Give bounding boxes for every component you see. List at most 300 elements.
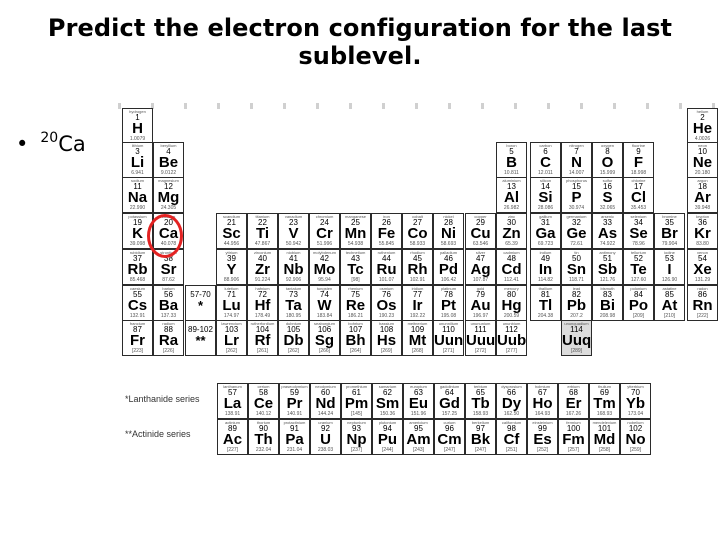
atomic-number: 20 xyxy=(164,218,173,227)
element-symbol-cell: Xe xyxy=(693,261,712,278)
element-symbol-cell: Cl xyxy=(631,189,646,206)
atomic-mass: 40.078 xyxy=(160,241,177,247)
element-cell xyxy=(465,383,496,419)
atomic-mass: [264] xyxy=(349,348,362,354)
element-name: fermium xyxy=(566,421,581,425)
element-symbol-cell: Uub xyxy=(497,332,527,349)
element-name: helium xyxy=(696,110,709,114)
element-name: indium xyxy=(539,251,552,255)
atomic-number: 97 xyxy=(476,424,485,433)
atomic-number: 52 xyxy=(634,254,643,263)
atomic-mass: 157.25 xyxy=(441,411,458,417)
atomic-number: 12 xyxy=(164,182,173,191)
element-symbol-cell: Cm xyxy=(437,431,462,448)
element-symbol-cell: Db xyxy=(283,332,304,349)
element-symbol-cell: Cr xyxy=(316,225,333,242)
element-symbol-cell: Uun xyxy=(434,332,464,349)
atomic-mass: 20.180 xyxy=(694,170,711,176)
element-symbol-cell: Ne xyxy=(692,154,713,171)
element-symbol-cell: Bh xyxy=(345,332,366,349)
element-name: selenium xyxy=(630,215,647,219)
element-name: cobalt xyxy=(412,215,423,219)
atomic-mass: [272] xyxy=(474,348,487,354)
element-symbol-cell: Lr xyxy=(224,332,239,349)
element-cell xyxy=(623,249,654,285)
element-name: technetium xyxy=(345,251,366,255)
element-name: molybdenum xyxy=(313,251,336,255)
element-name: copper xyxy=(474,215,487,219)
element-name: francium xyxy=(129,322,146,326)
atomic-number: 90 xyxy=(259,424,268,433)
atomic-mass: [261] xyxy=(256,348,269,354)
element-symbol-cell: In xyxy=(538,261,553,278)
atomic-mass: 178.49 xyxy=(254,313,271,319)
atomic-mass: 192.22 xyxy=(409,313,426,319)
element-cell xyxy=(403,419,434,455)
atomic-mass: 79.904 xyxy=(661,241,678,247)
element-name: zirconium xyxy=(253,251,272,255)
atomic-mass: 18.998 xyxy=(630,170,647,176)
atomic-mass: 54.938 xyxy=(347,241,364,247)
atomic-number: 8 xyxy=(605,147,610,156)
element-name: actinium xyxy=(225,421,240,425)
element-cell xyxy=(372,419,403,455)
element-cell xyxy=(592,177,623,213)
atomic-number: 28 xyxy=(444,218,453,227)
element-cell xyxy=(561,320,592,356)
atomic-number: 77 xyxy=(413,290,422,299)
atomic-mass: 238.03 xyxy=(317,447,334,453)
atomic-number: 82 xyxy=(572,290,581,299)
element-symbol-cell: Nb xyxy=(283,261,304,278)
element-name: titanium xyxy=(255,215,270,219)
element-cell xyxy=(310,419,341,455)
element-symbol-cell: Co xyxy=(407,225,428,242)
element-symbol-cell: Ga xyxy=(535,225,556,242)
atomic-number: 49 xyxy=(541,254,550,263)
atomic-number: 54 xyxy=(698,254,707,263)
atomic-mass: 87.62 xyxy=(162,277,175,283)
element-name: chromium xyxy=(315,215,334,219)
atomic-mass: 207.2 xyxy=(570,313,583,319)
element-name: tellurium xyxy=(630,251,647,255)
element-cell xyxy=(465,419,496,455)
atomic-mass: [145] xyxy=(350,411,363,417)
element-symbol-cell: Rb xyxy=(127,261,148,278)
element-cell xyxy=(496,142,527,178)
atomic-mass: [266] xyxy=(318,348,331,354)
atomic-mass: 140.12 xyxy=(255,411,272,417)
element-name: ununquadium xyxy=(564,322,589,326)
atomic-number: 108 xyxy=(379,325,394,334)
element-name: nickel xyxy=(443,215,454,219)
atomic-number: 112 xyxy=(505,325,518,334)
atomic-mass: 1.0079 xyxy=(129,136,146,142)
atomic-number: 104 xyxy=(255,325,270,334)
atomic-mass: 24.305 xyxy=(160,205,177,211)
element-name: vanadium xyxy=(284,215,303,219)
element-cell xyxy=(433,320,464,356)
atomic-mass: 51.996 xyxy=(316,241,333,247)
element-cell xyxy=(309,249,340,285)
element-symbol-cell: Po xyxy=(628,297,649,314)
atomic-mass: [251] xyxy=(505,447,518,453)
atomic-mass: 168.93 xyxy=(596,411,613,417)
element-symbol-cell: Fe xyxy=(377,225,396,242)
element-name: tin xyxy=(574,251,579,255)
atomic-number: 13 xyxy=(507,182,516,191)
atomic-number: 66 xyxy=(507,388,516,397)
element-cell xyxy=(216,285,247,321)
atomic-mass: 138.91 xyxy=(224,411,241,417)
element-symbol-cell: Hg xyxy=(501,297,522,314)
atomic-mass: 151.96 xyxy=(410,411,427,417)
element-symbol-cell: Lu xyxy=(222,297,241,314)
atomic-mass: 12.011 xyxy=(538,170,553,176)
element-name: radon xyxy=(697,287,708,291)
atomic-mass: 195.08 xyxy=(440,313,457,319)
atomic-number: 67 xyxy=(538,388,547,397)
element-name: plutonium xyxy=(378,421,397,425)
atomic-number: 29 xyxy=(476,218,485,227)
element-cell xyxy=(310,383,341,419)
element-symbol-cell: Eu xyxy=(408,395,429,412)
element-symbol-cell: Cd xyxy=(501,261,522,278)
element-name: phosphorus xyxy=(566,179,587,183)
atomic-mass: 32.065 xyxy=(599,205,616,211)
atomic-mass: 131.29 xyxy=(694,277,711,283)
element-cell xyxy=(122,249,153,285)
element-symbol-cell: Nd xyxy=(315,395,336,412)
element-name: iodine xyxy=(664,251,675,255)
element-name: magnesium xyxy=(158,179,179,183)
atomic-mass: 121.76 xyxy=(599,277,616,283)
element-cell xyxy=(465,320,496,356)
element-name: calcium xyxy=(161,215,176,219)
element-cell xyxy=(372,383,403,419)
atomic-mass: [268] xyxy=(411,348,424,354)
atomic-mass: 50.942 xyxy=(285,241,302,247)
element-cell xyxy=(122,142,153,178)
atomic-mass: 162.50 xyxy=(503,411,520,417)
atomic-mass: 167.26 xyxy=(565,411,582,417)
element-name: germanium xyxy=(566,215,587,219)
atomic-number: 69 xyxy=(600,388,609,397)
atomic-number: 102 xyxy=(628,424,643,433)
element-cell xyxy=(216,213,247,249)
atomic-mass: 190.23 xyxy=(378,313,395,319)
element-cell xyxy=(153,142,184,178)
element-cell xyxy=(687,285,718,321)
element-name: ytterbium xyxy=(627,385,644,389)
element-symbol-cell: W xyxy=(317,297,332,314)
atomic-number: 42 xyxy=(320,254,329,263)
atomic-number: 10 xyxy=(698,147,707,156)
element-cell xyxy=(122,285,153,321)
element-cell xyxy=(592,285,623,321)
atomic-mass: 180.95 xyxy=(285,313,302,319)
element-cell xyxy=(687,108,718,144)
element-cell xyxy=(217,419,248,455)
element-symbol-cell: Pd xyxy=(438,261,459,278)
element-symbol-cell: Cf xyxy=(503,431,520,448)
element-symbol-cell: Rh xyxy=(407,261,428,278)
element-cell xyxy=(185,320,216,356)
atomic-number: 59 xyxy=(290,388,299,397)
atomic-number: 103 xyxy=(224,325,239,334)
atomic-mass: 200.59 xyxy=(503,313,520,319)
atomic-number: 65 xyxy=(476,388,485,397)
atomic-mass: 101.07 xyxy=(378,277,395,283)
element-name: iridium xyxy=(411,287,424,291)
element-name: yttrium xyxy=(225,251,238,255)
atomic-mass: [222] xyxy=(696,313,709,319)
atomic-mass: [226] xyxy=(162,348,175,354)
element-symbol-cell: Ce xyxy=(253,395,274,412)
element-symbol-cell: La xyxy=(223,395,242,412)
atomic-mass: 107.87 xyxy=(472,277,489,283)
element-name: radium xyxy=(162,322,175,326)
atomic-mass: 47.867 xyxy=(254,241,271,247)
element-symbol-cell: Uuq xyxy=(562,332,592,349)
element-cell xyxy=(278,285,309,321)
element-symbol-cell: Pr xyxy=(286,395,303,412)
element-name: erbium xyxy=(567,385,580,389)
element-cell xyxy=(654,285,685,321)
atomic-number: 93 xyxy=(352,424,361,433)
atomic-mass: 39.948 xyxy=(694,205,711,211)
element-cell xyxy=(402,285,433,321)
element-symbol-cell: As xyxy=(597,225,618,242)
atomic-number: 16 xyxy=(603,182,612,191)
element-cell xyxy=(496,320,527,356)
element-name: bismuth xyxy=(600,287,615,291)
element-name: palladium xyxy=(439,251,458,255)
element-cell xyxy=(341,383,372,419)
atomic-mass: 14.007 xyxy=(568,170,585,176)
atomic-number: 23 xyxy=(289,218,298,227)
element-name: rhenium xyxy=(348,287,363,291)
highlight-circle xyxy=(147,214,183,258)
element-cell xyxy=(496,213,527,249)
element-cell xyxy=(530,285,561,321)
element-cell xyxy=(153,177,184,213)
element-cell xyxy=(496,285,527,321)
atomic-number: 95 xyxy=(414,424,423,433)
atomic-number: 3 xyxy=(135,147,140,156)
atomic-number: 89 xyxy=(228,424,237,433)
element-cell xyxy=(122,320,153,356)
atomic-number: 86 xyxy=(698,290,707,299)
atomic-number: 83 xyxy=(603,290,612,299)
element-name: silver xyxy=(475,251,486,255)
atomic-mass: 204.38 xyxy=(537,313,554,319)
atomic-mass: [258] xyxy=(598,447,611,453)
element-symbol-cell: Mn xyxy=(344,225,367,242)
element-name: arsenic xyxy=(601,215,614,219)
element-symbol-cell: Li xyxy=(130,154,145,171)
atomic-mass: [210] xyxy=(663,313,676,319)
element-name: lutetium xyxy=(224,287,239,291)
element-name: astatine xyxy=(662,287,677,291)
element-name: americium xyxy=(409,421,428,425)
atomic-mass: 65.39 xyxy=(505,241,518,247)
element-name: lithium xyxy=(131,144,144,148)
element-cell xyxy=(433,213,464,249)
atomic-number: 40 xyxy=(258,254,267,263)
element-name: thulium xyxy=(598,385,611,389)
element-symbol-cell: Pb xyxy=(566,297,587,314)
element-name: thorium xyxy=(256,421,271,425)
element-symbol-cell: Si xyxy=(538,189,553,206)
atomic-number: 60 xyxy=(321,388,330,397)
element-name: terbium xyxy=(473,385,488,389)
atomic-mass: [223] xyxy=(131,348,144,354)
element-symbol-cell: Ge xyxy=(566,225,587,242)
element-cell xyxy=(216,320,247,356)
element-symbol-cell: Al xyxy=(504,189,519,206)
element-cell xyxy=(371,213,402,249)
element-symbol-cell: Hf xyxy=(254,297,271,314)
atomic-mass: 114.82 xyxy=(538,277,553,283)
element-cell xyxy=(153,320,184,356)
atomic-number: 37 xyxy=(133,254,142,263)
atomic-number: 80 xyxy=(507,290,516,299)
atomic-number: 73 xyxy=(289,290,298,299)
element-name: europium xyxy=(410,385,427,389)
atomic-number: 87 xyxy=(133,325,142,334)
element-cell xyxy=(402,213,433,249)
atomic-mass: 173.04 xyxy=(627,411,644,417)
element-symbol-cell: C xyxy=(540,154,551,171)
atomic-number: 70 xyxy=(631,388,640,397)
element-symbol-cell: Am xyxy=(406,431,431,448)
atomic-mass: [209] xyxy=(632,313,645,319)
element-symbol-cell: No xyxy=(625,431,646,448)
element-cell xyxy=(433,285,464,321)
element-name: xenon xyxy=(697,251,708,255)
element-name: beryllium xyxy=(160,144,177,148)
element-name: uranium xyxy=(318,421,333,425)
atomic-number: 53 xyxy=(665,254,674,263)
element-name: chlorine xyxy=(631,179,646,183)
element-symbol-cell: N xyxy=(571,154,582,171)
atomic-mass: 231.04 xyxy=(286,447,303,453)
mass-number: 20 xyxy=(40,130,59,146)
atomic-mass: 164.93 xyxy=(534,411,551,417)
atomic-mass: 85.468 xyxy=(129,277,146,283)
atomic-mass: [269] xyxy=(380,348,393,354)
element-cell xyxy=(309,213,340,249)
element-cell xyxy=(623,177,654,213)
element-cell xyxy=(496,249,527,285)
element-cell xyxy=(620,419,651,455)
element-name: dysprosium xyxy=(501,385,522,389)
atomic-mass: 137.33 xyxy=(160,313,177,319)
atomic-number: 68 xyxy=(569,388,578,397)
element-name: hassium xyxy=(379,322,394,326)
element-cell xyxy=(309,320,340,356)
element-cell xyxy=(217,383,248,419)
element-symbol-cell: F xyxy=(633,154,644,171)
atomic-mass: 208.98 xyxy=(599,313,616,319)
element-name: nitrogen xyxy=(569,144,584,148)
element-cell xyxy=(434,419,465,455)
element-cell xyxy=(561,249,592,285)
element-symbol-cell: Ti xyxy=(255,225,270,242)
element-name: fluorine xyxy=(631,144,646,148)
element-symbol-cell: Pt xyxy=(441,297,456,314)
element-cell xyxy=(527,419,558,455)
element-symbol-cell: H xyxy=(132,120,143,137)
element-cell xyxy=(402,320,433,356)
atomic-mass: 112.41 xyxy=(504,277,519,283)
atomic-number: 5 xyxy=(509,147,514,156)
atomic-mass: [247] xyxy=(474,447,487,453)
element-symbol-cell: K xyxy=(132,225,143,242)
element-symbol-cell: Sb xyxy=(597,261,618,278)
element-symbol-cell: Bk xyxy=(470,431,491,448)
atomic-mass: 30.974 xyxy=(568,205,585,211)
element-name: barium xyxy=(162,287,175,291)
slide-title: Predict the electron configuration for the last sublevel. xyxy=(47,14,673,70)
atomic-mass: 183.84 xyxy=(316,313,333,319)
element-cell xyxy=(589,419,620,455)
element-cell xyxy=(465,285,496,321)
element-name: lead xyxy=(572,287,581,291)
element-name: neon xyxy=(698,144,707,148)
atomic-number: 100 xyxy=(566,424,581,433)
atomic-number: 81 xyxy=(541,290,550,299)
element-symbol-cell: Ar xyxy=(694,189,711,206)
element-cell xyxy=(496,383,527,419)
element-name: neptunium xyxy=(347,421,366,425)
element-name: antimony xyxy=(599,251,616,255)
element-cell xyxy=(530,142,561,178)
atomic-number: 88 xyxy=(164,325,173,334)
element-name: ununnilium xyxy=(438,322,459,326)
atomic-number: 26 xyxy=(382,218,391,227)
element-name: caesium xyxy=(130,287,145,291)
atomic-mass: 58.693 xyxy=(440,241,457,247)
element-name: lanthanum xyxy=(223,385,242,389)
element-cell xyxy=(216,249,247,285)
element-symbol: Ca xyxy=(58,132,86,156)
element-symbol-cell: Ni xyxy=(441,225,456,242)
element-name: polonium xyxy=(630,287,647,291)
element-name: gallium xyxy=(539,215,552,219)
element-name: iron xyxy=(383,215,390,219)
element-name: unununium xyxy=(470,322,491,326)
element-symbol-cell: Cu xyxy=(470,225,491,242)
atomic-number: 2 xyxy=(700,113,705,122)
atomic-mass: 26.982 xyxy=(503,205,520,211)
element-name: manganese xyxy=(345,215,366,219)
element-name: dubnium xyxy=(285,322,302,326)
element-cell xyxy=(402,249,433,285)
element-symbol-cell: Ac xyxy=(222,431,243,448)
atomic-mass: 39.098 xyxy=(129,241,146,247)
element-cell xyxy=(654,213,685,249)
atomic-mass: 58.933 xyxy=(409,241,426,247)
element-symbol-cell: Re xyxy=(345,297,366,314)
element-name: krypton xyxy=(695,215,710,219)
element-cell xyxy=(623,213,654,249)
element-name: argon xyxy=(697,179,708,183)
atomic-number: 36 xyxy=(698,218,707,227)
element-symbol-cell: Zn xyxy=(502,225,521,242)
element-name: holmium xyxy=(534,385,551,389)
